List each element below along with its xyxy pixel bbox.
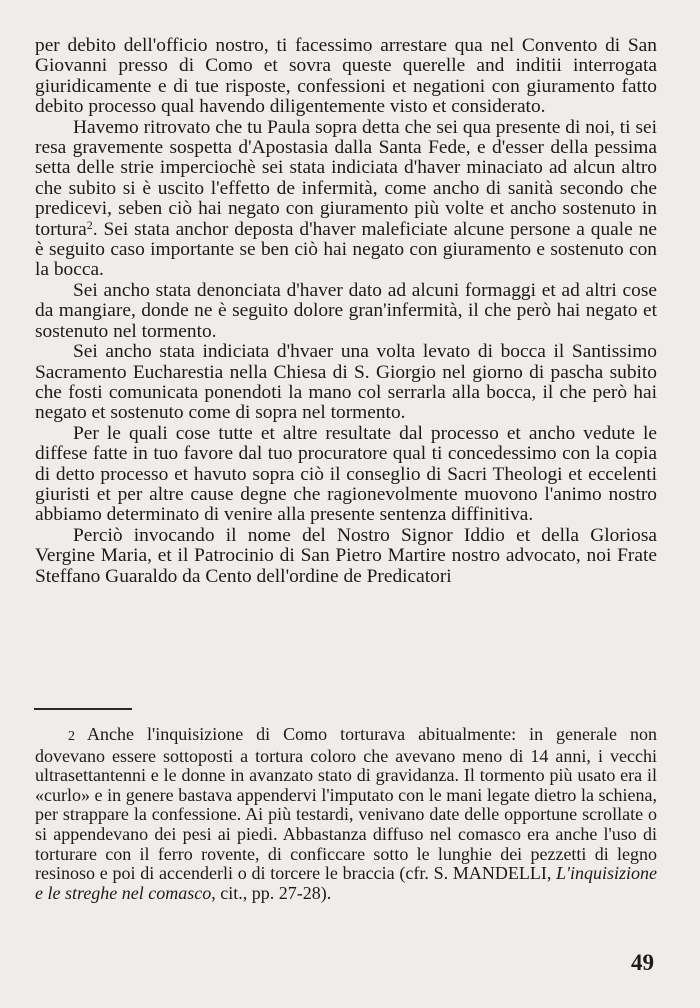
- footnote-divider: [34, 708, 132, 710]
- footnote-cited-title: L'inquisizione e le streghe nel comasco: [35, 863, 657, 903]
- paragraph-4: Sei ancho stata indiciata d'hvaer una volta levato di bocca il Santissimo Sacramento Eucharestia nella Chiesa di S. Giorgio nel giorno di pascha subito che fosti comunicata ponendoti la mano col serrarla alla bocca, il che però hai negato et sostenuto come di sopra nel tormento.: [35, 341, 657, 424]
- footnote-text: Anche l'inquisizione di Como torturava abitualmente: in generale non dovevano essere sottoposti a tortura coloro che avevano meno di 14 anni, i vecchi ultrasettantenni e le donne in avanzato stato di gravidanza. Il tormento più usato era il «curlo» e in genere bastava appendervi l'imputato con le mani legate dietro la schiena, per strappare la confessione. Ai più testardi, venivano date delle opportune scrollate o si appendevano dei pesi ai piedi. Abbastanza diffuso nel comasco era anche l'uso di torturare con il ferro rovente, di conficcare sotto le lunghie dei pezzetti di legno resinoso e poi di accenderli o di torcere le braccia (cfr. S. MANDELLI,: [35, 724, 657, 884]
- footnote-marker: 2: [68, 729, 75, 744]
- footnote-reference: 2: [86, 217, 93, 232]
- paragraph-6: Perciò invocando il nome del Nostro Signor Iddio et della Gloriosa Vergine Maria, et il Patrocinio di San Pietro Martire nostro advocato, noi Frate Steffano Guaraldo da Cento dell'ordine de Predicatori: [35, 524, 657, 587]
- paragraph-3: Sei ancho stata denonciata d'haver dato ad alcuni formaggi et ad altri cose da mangiare, donde ne è seguito dolore gran'infermità, il che però hai negato et sostenuto nel tormento.: [35, 279, 657, 342]
- paragraph-5: Per le quali cose tutte et altre resultate dal processo et ancho vedute le diffese fatte in tuo favore dal tuo procuratore qual ti concedessimo con la copia di detto processo et havuto sopra ciò il conseglio di Sacri Theologi et eccelenti giuristi et per altre cause degne che ragionevolmente muovono l'animo nostro abbiamo determinato di venire alla presente sentenza diffinitiva.: [35, 422, 657, 526]
- paragraph-2-text: Havemo ritrovato che tu Paula sopra detta che sei qua presente di noi, ti sei resa gravemente sospetta d'Apostasia dalla Santa Fede, e d'esser della pessima setta delle strie imperciochè sei stata indiciata d'haver minaciato ad alcun altro che subito si è uscito l'effetto de infermità, come ancho di sanità secondo che predicevi, seben ciò hai negato con giuramento più volte et ancho sostenuto in tortura: [35, 116, 657, 240]
- main-text: [35, 36, 657, 587]
- paragraph-1: per debito dell'officio nostro, ti facessimo arrestare qua nel Convento di San Giovanni presso di Como et sovra queste querelle and inditii interrogata giuridicamente e di tue risposte, confessioni et negationi con giuramento fatto debito processo qual havendo diligentemente visto et considerato.: [35, 35, 657, 118]
- page-number: 49: [631, 950, 654, 975]
- paragraph-2-continuation: Sei stata anchor deposta d'haver maleficiate alcune persone a quale ne è seguito caso importante se ben ciò hai negato con giuramento e sostenuto con la bocca.: [35, 218, 657, 281]
- paragraph-2: Havemo ritrovato che tu Paula sopra detta che sei qua presente di noi, ti sei resa gravemente sospetta d'Apostasia dalla Santa Fede, e d'esser della pessima setta delle strie imperciochè sei stata indiciata d'haver minaciato ad alcun altro che subito si è uscito l'effetto de infermità, come ancho di sanità secondo che predicevi, seben ciò hai negato con giuramento più volte et ancho sostenuto in tortura$^2$. Sei stata anchor deposta d'haver maleficiate alcune persone a quale ne è seguito caso importante se ben ciò hai negato con giuramento e sostenuto con la bocca.: [35, 116, 657, 281]
- footnote-citation-end: , cit., pp. 27-28).: [211, 882, 332, 903]
- footnote: [35, 725, 657, 903]
